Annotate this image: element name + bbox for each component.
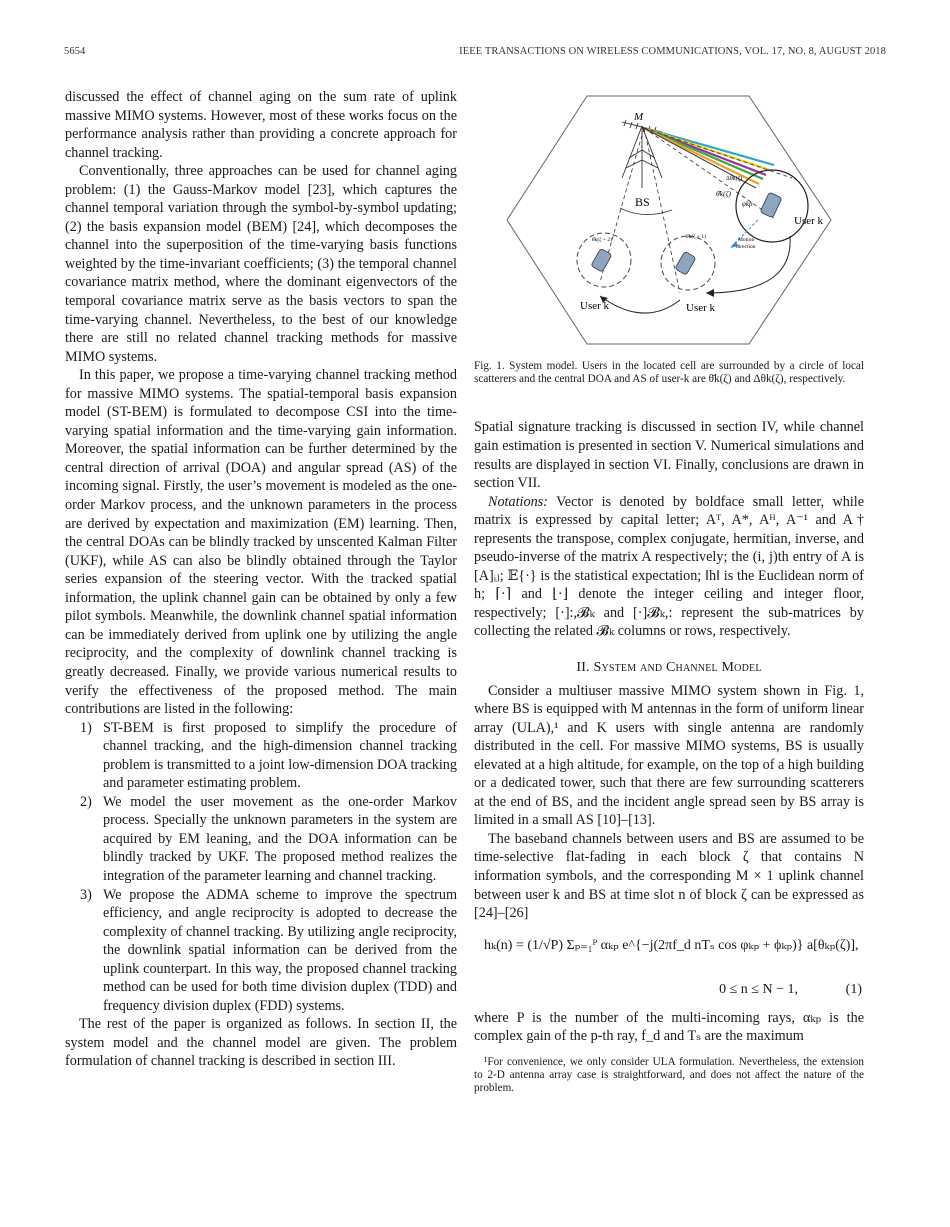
- paragraph: Spatial signature tracking is discussed in section IV, while channel gain estimation is presented in section V. Numerical simulations and results are displayed in section VI. Finally, conclusions are drawn in section VII.: [474, 419, 864, 492]
- figure-caption: Fig. 1. System model. Users in the located cell are surrounded by a circle of local scatterers and the central DOA and AS of user-k are θ̄k(ζ) and Δθk(ζ), respectively.: [474, 360, 864, 386]
- list-item: [65, 719, 457, 793]
- antenna-count-label: M: [634, 111, 644, 123]
- as-label: Δθk(ζ): [726, 176, 743, 182]
- list-number: 2): [80, 793, 92, 810]
- user-label: User k: [580, 300, 610, 312]
- base-station-icon: [622, 120, 662, 188]
- system-model-diagram: [474, 88, 864, 356]
- page-number: 5654: [64, 46, 86, 57]
- contributions-list: [65, 719, 457, 1016]
- user-label: User k: [794, 215, 824, 227]
- system-model-figure: [474, 88, 864, 356]
- list-number: 1): [80, 719, 92, 736]
- paragraph: Consider a multiuser massive MIMO system shown in Fig. 1, where BS is equipped with M antennas in the form of uniform linear array (ULA),¹ and K users with single antenna are randomly distributed in the cell. For massive MIMO systems, BS is usually elevated at a high altitude, for example, on the top of a high building or a dedicated tower, such that there are few surrounding scatterers at the end of BS, and the incident angle spread seen by BS array is limited in a small AS [10]–[13].: [474, 682, 864, 829]
- equation-number: (1): [845, 981, 862, 997]
- running-header: [64, 46, 886, 62]
- doa-next-label: θ̄k(ζ + 1): [686, 234, 706, 240]
- user-label: User k: [686, 302, 716, 314]
- list-text: ST-BEM is first proposed to simplify the procedure of channel tracking, and the high-dimension channel tracking problem is transmitted to a joint low-dimension DOA tracking and parameter estimating problem.: [103, 719, 457, 792]
- list-number: 3): [80, 886, 92, 903]
- paragraph: In this paper, we propose a time-varying channel tracking method for massive MIMO systems. The spatial-temporal basis expansion model (ST-BEM) is formulated to decompose CSI into the time-varying spatial information and the time-varying gain information. Moreover, the spatial information can be further determined by the central direction of arrival (DOA) and angular spread (AS) of the incoming signal. Firstly, the user’s movement is modeled as the one-order Markov process, and the unknown parameters in the process are derived by expectation and maximization (EM) learning. Then, the central DOAs can be blindly tracked by unscented Kalman Filter (UKF), while AS can also be blindly obtained through the Taylor series expansion of the steering vector. With the tracked spatial information, the uplink channel gain can be obtained by only a few pilot symbols. Meanwhile, the downlink channel spatial information can be immediately derived from uplink one by utilizing the angle reciprocity, and the complexity of downlink channel tracking is greatly decreased. Finally, we provide various numerical results to verify the effectiveness of the proposed method. The main contributions are listed in the following:: [65, 367, 457, 718]
- left-column: [65, 88, 457, 1071]
- equation-body: hₖ(n) = (1/√P) Σₚ₌₁ᴾ αₖₚ e^{−j(2πf_d nTₛ cos φₖₚ + ϕₖₚ)} a[θₖₚ(ζ)],: [484, 937, 859, 953]
- notations-paragraph: [474, 493, 864, 641]
- list-text: We model the user movement as the one-order Markov process. Specially the unknown parameters in the system are acquired by EM leaning, and the DOA information can be blindly tracked by UKF. The proposed method realizes the integration of the parameter learning and channel tracking.: [103, 793, 457, 884]
- multipath-rays-icon: [644, 128, 774, 188]
- paragraph: discussed the effect of channel aging on the sum rate of uplink massive MIMO systems. However, most of these works focus on the performance analysis rather than providing a concrete approach for channel tracking.: [65, 89, 457, 161]
- list-item: [65, 886, 457, 1016]
- paragraph: The baseband channels between users and BS are assumed to be time-selective flat-fading in each block ζ that contains N information symbols, and the corresponding M × 1 uplink channel between user k and BS at time slot n of block ζ can be expressed as [24]–[26]: [474, 830, 864, 922]
- notations-label: Notations:: [488, 493, 548, 510]
- doa-label: θ̄k(ζ): [716, 189, 732, 198]
- list-text: We propose the ADMA scheme to improve the spectrum efficiency, and angle reciprocity is adopted to decrease the complexity of channel tracking. By utilizing angle reciprocity, the downlink spatial information can be derived from the uplink counterpart. In this way, the proposed channel tracking method can be used for both time division duplex (TDD) and frequency division duplex (FDD) systems.: [103, 886, 457, 1014]
- footnote: ¹For convenience, we only consider ULA formulation. Nevertheless, the extension to 2-D antenna array case is straightforward, and does not affect the nature of the problem.: [474, 1055, 864, 1095]
- right-column: [474, 88, 864, 1095]
- paragraph: The rest of the paper is organized as follows. In section II, the system model and the channel model are given. The problem formulation of channel tracking is described in section III.: [65, 1016, 457, 1070]
- bs-label: BS: [635, 195, 650, 209]
- list-item: [65, 793, 457, 886]
- paragraph: Conventionally, three approaches can be used for channel aging problem: (1) the Gauss-Markov model [23], which captures the channel temporal variation through the symbol-by-symbol updating; (2) the basis expansion model (BEM) [24], which decomposes the channel into the superposition of the time-varying basis functions weighted by the time-invariant coefficients; (3) the temporal channel covariance matrix method, where the dominant eigenvectors of the temporal covariance matrix serve as the basis vectors to span the time-varying channel. Nevertheless, to the best of our knowledge there are still no related channel tracking methods for massive MIMO systems.: [65, 163, 457, 365]
- equation-condition: 0 ≤ n ≤ N − 1,: [719, 981, 798, 997]
- motion-label: Motion: [738, 237, 755, 243]
- journal-title: IEEE TRANSACTIONS ON WIRELESS COMMUNICATIONS, VOL. 17, NO. 8, AUGUST 2018: [459, 46, 886, 57]
- doa-next-label: θ̄k(ζ + 2): [592, 237, 612, 243]
- equation-1: [474, 931, 864, 1007]
- phi-label: φkp: [742, 200, 753, 208]
- motion-label: direction: [736, 244, 756, 250]
- section-heading: II. System and Channel Model: [576, 659, 762, 675]
- paragraph: where P is the number of the multi-incoming rays, αₖₚ is the complex gain of the p-th ray, f_d and Tₛ are the maximum: [474, 1009, 864, 1045]
- notations-text: Vector is denoted by boldface small letter, while matrix is expressed by capital letter; Aᵀ, A*, Aᴴ, A⁻¹ and A† represents the transpose, complex conjugate, hermitian, inverse, and pseudo-inverse of the matrix A respectively; the (i, j)th entry of A is [A]ᵢⱼ; 𝔼{·} is the statistical expectation; ‖h‖ is the Euclidean norm of h; ⌈·⌉ and ⌊·⌋ denote the integer ceiling and integer floor, respectively; [·]:,𝓑ₖ and [·]𝓑ₖ,: represent the sub-matrices by collecting the related 𝓑ₖ columns or rows, respectively.: [474, 493, 864, 640]
